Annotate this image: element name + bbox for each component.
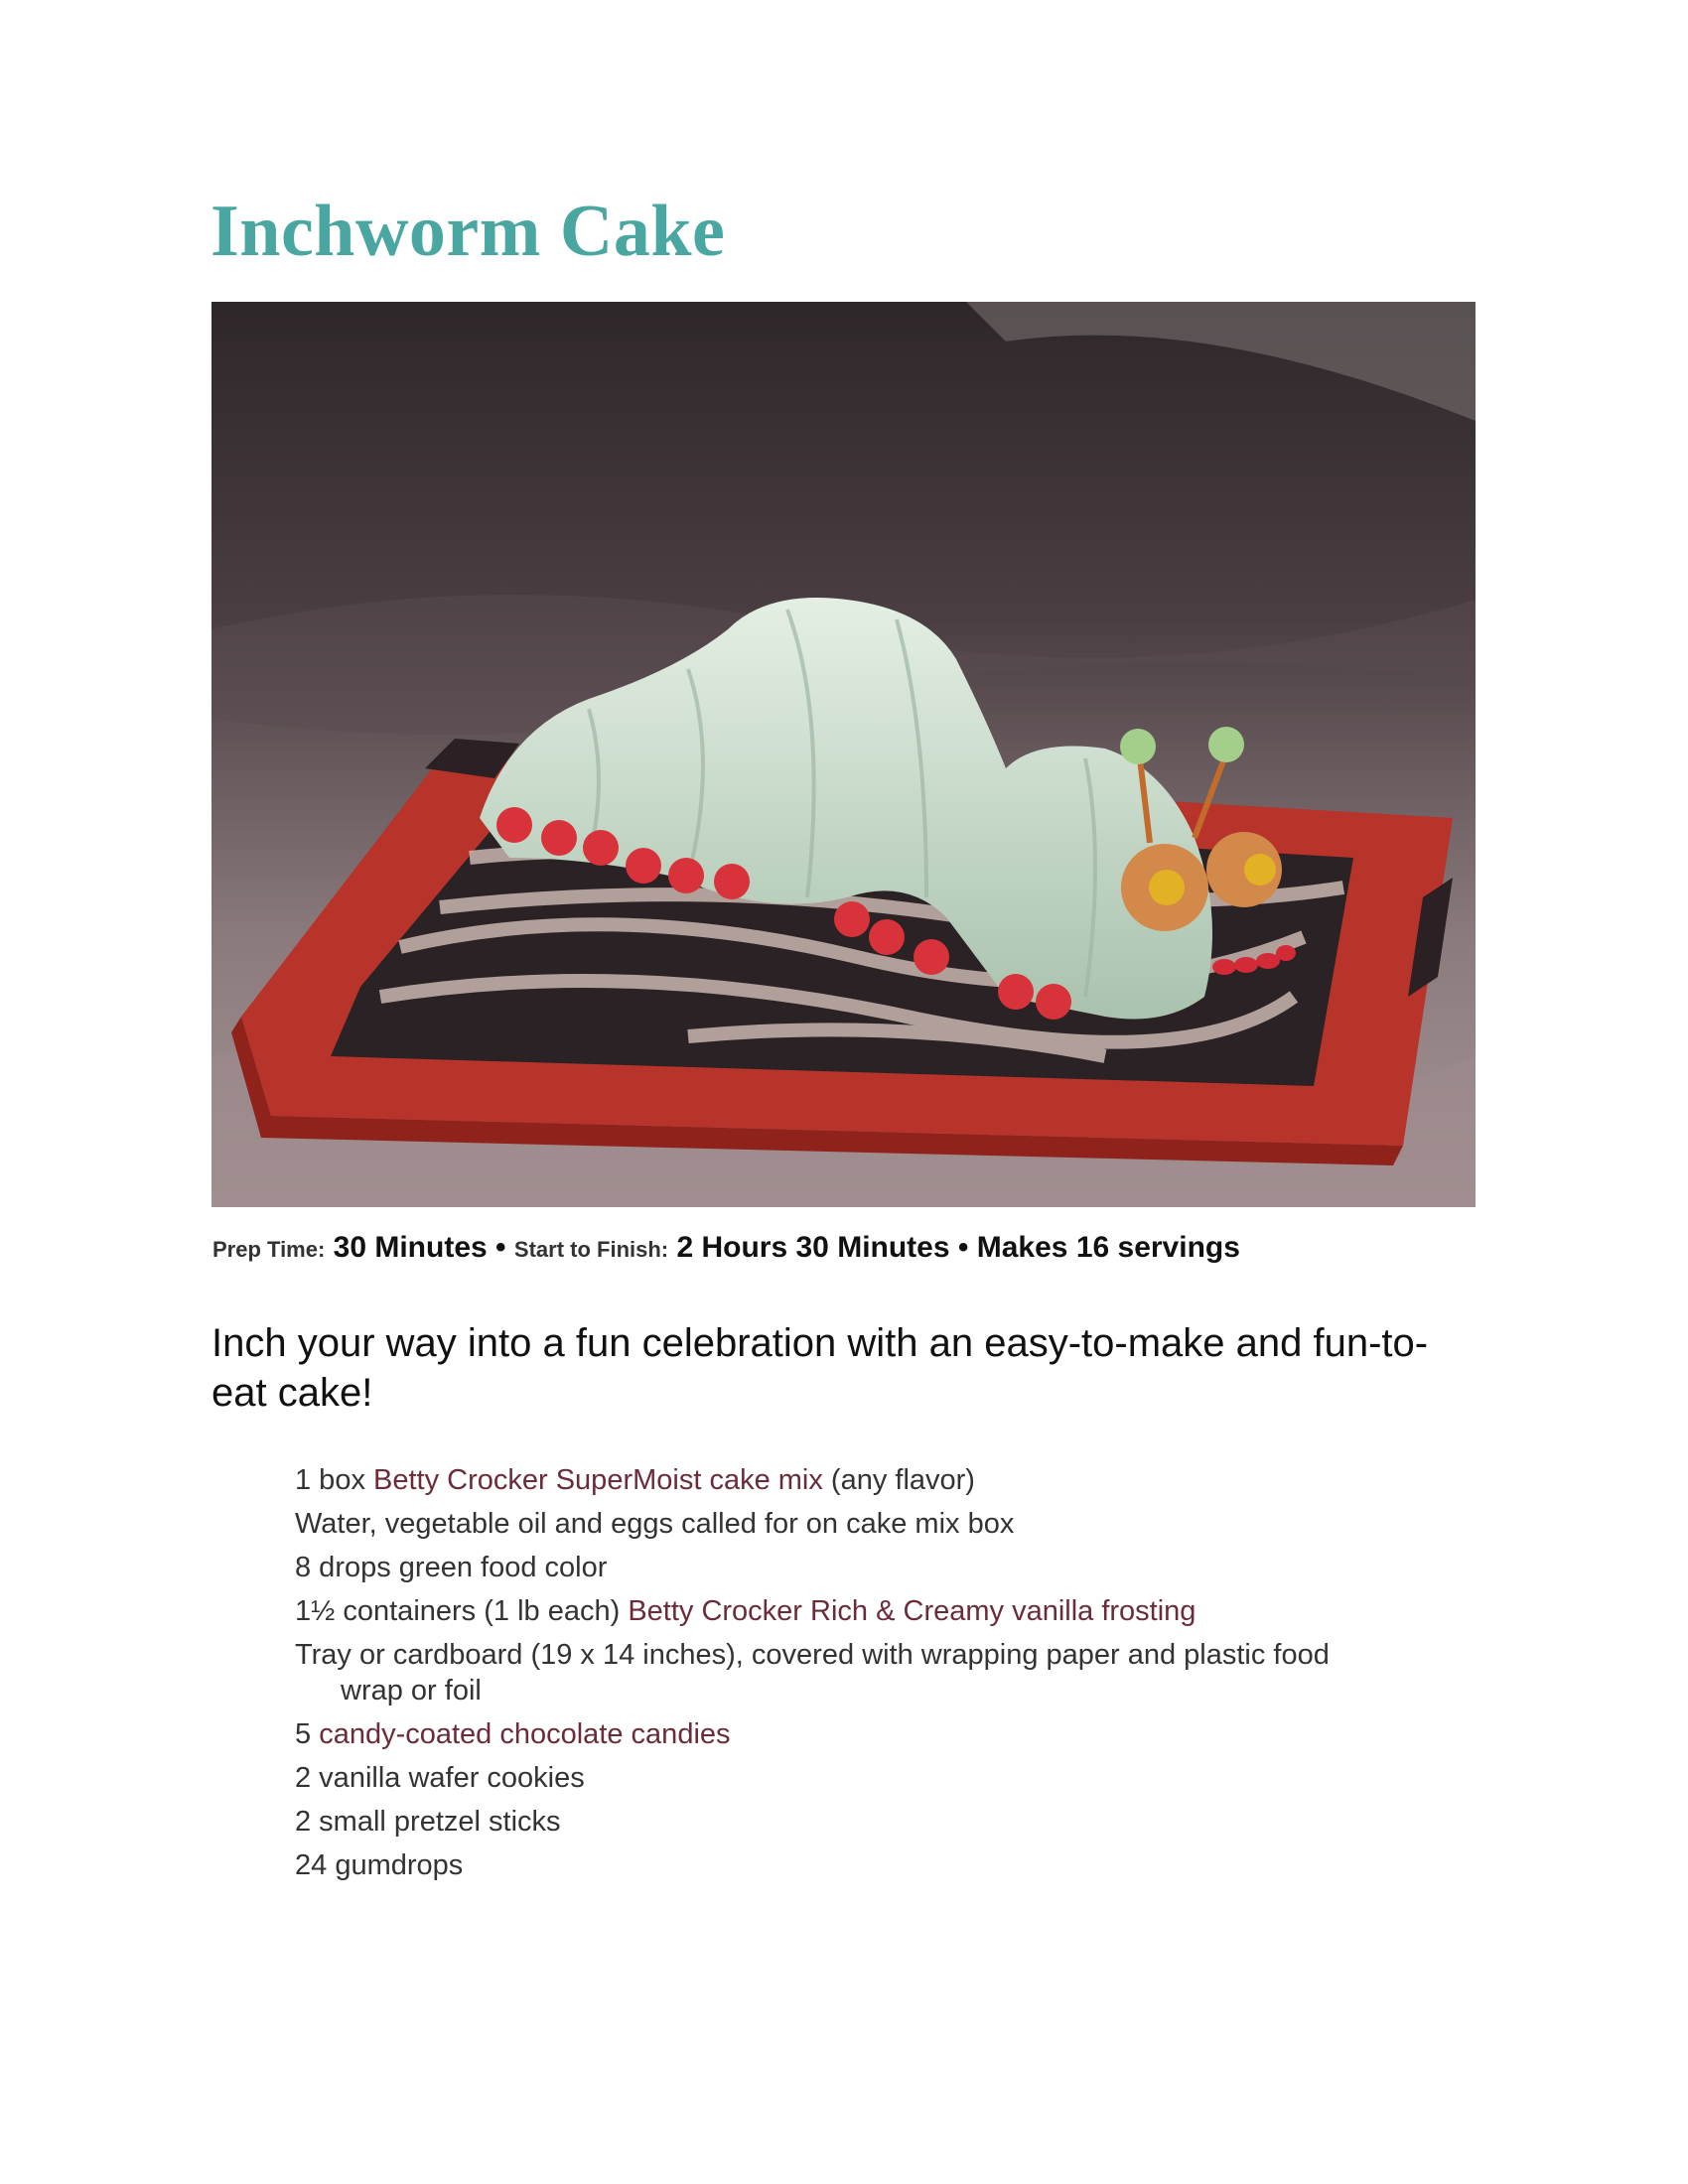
ingredient-item: 8 drops green food color [295, 1552, 608, 1583]
cake-photo [211, 302, 1476, 1207]
ingredient-item: 24 gumdrops [295, 1849, 464, 1881]
ingredient-item: 2 small pretzel sticks [295, 1806, 561, 1838]
servings: Makes 16 servings [976, 1231, 1240, 1264]
prep-time-value: 30 Minutes [333, 1231, 488, 1264]
ingredient-item: 1 box Betty Crocker SuperMoist cake mix (any flavor) [295, 1464, 975, 1496]
ingredient-list [295, 1462, 1387, 1891]
ingredient-item: Water, vegetable oil and eggs called for on cake mix box [295, 1508, 1015, 1540]
recipe-intro: Inch your way into a fun celebration with an easy-to-make and fun-to-eat cake! [211, 1321, 1429, 1415]
ingredient-link[interactable]: Betty Crocker Rich & Creamy vanilla frosting [628, 1595, 1196, 1627]
ingredient-link[interactable]: candy-coated chocolate candies [319, 1718, 731, 1750]
ingredient-item: 1½ containers (1 lb each) Betty Crocker Rich & Creamy vanilla frosting [295, 1595, 1196, 1627]
separator: • [957, 1231, 969, 1264]
start-to-finish-label: Start to Finish: [513, 1237, 669, 1262]
ingredient-item: Tray or cardboard (19 x 14 inches), covered with wrapping paper and plastic food wrap or foil [295, 1639, 1330, 1706]
separator: • [495, 1231, 506, 1264]
prep-time-label: Prep Time: [212, 1237, 326, 1262]
start-to-finish-value: 2 Hours 30 Minutes [676, 1231, 950, 1264]
page-title: Inchworm Cake [211, 191, 726, 272]
ingredient-item: 2 vanilla wafer cookies [295, 1762, 585, 1794]
recipe-meta [212, 1231, 1240, 1265]
ingredient-item: 5 candy-coated chocolate candies [295, 1718, 731, 1750]
ingredient-link[interactable]: Betty Crocker SuperMoist cake mix [373, 1464, 823, 1496]
